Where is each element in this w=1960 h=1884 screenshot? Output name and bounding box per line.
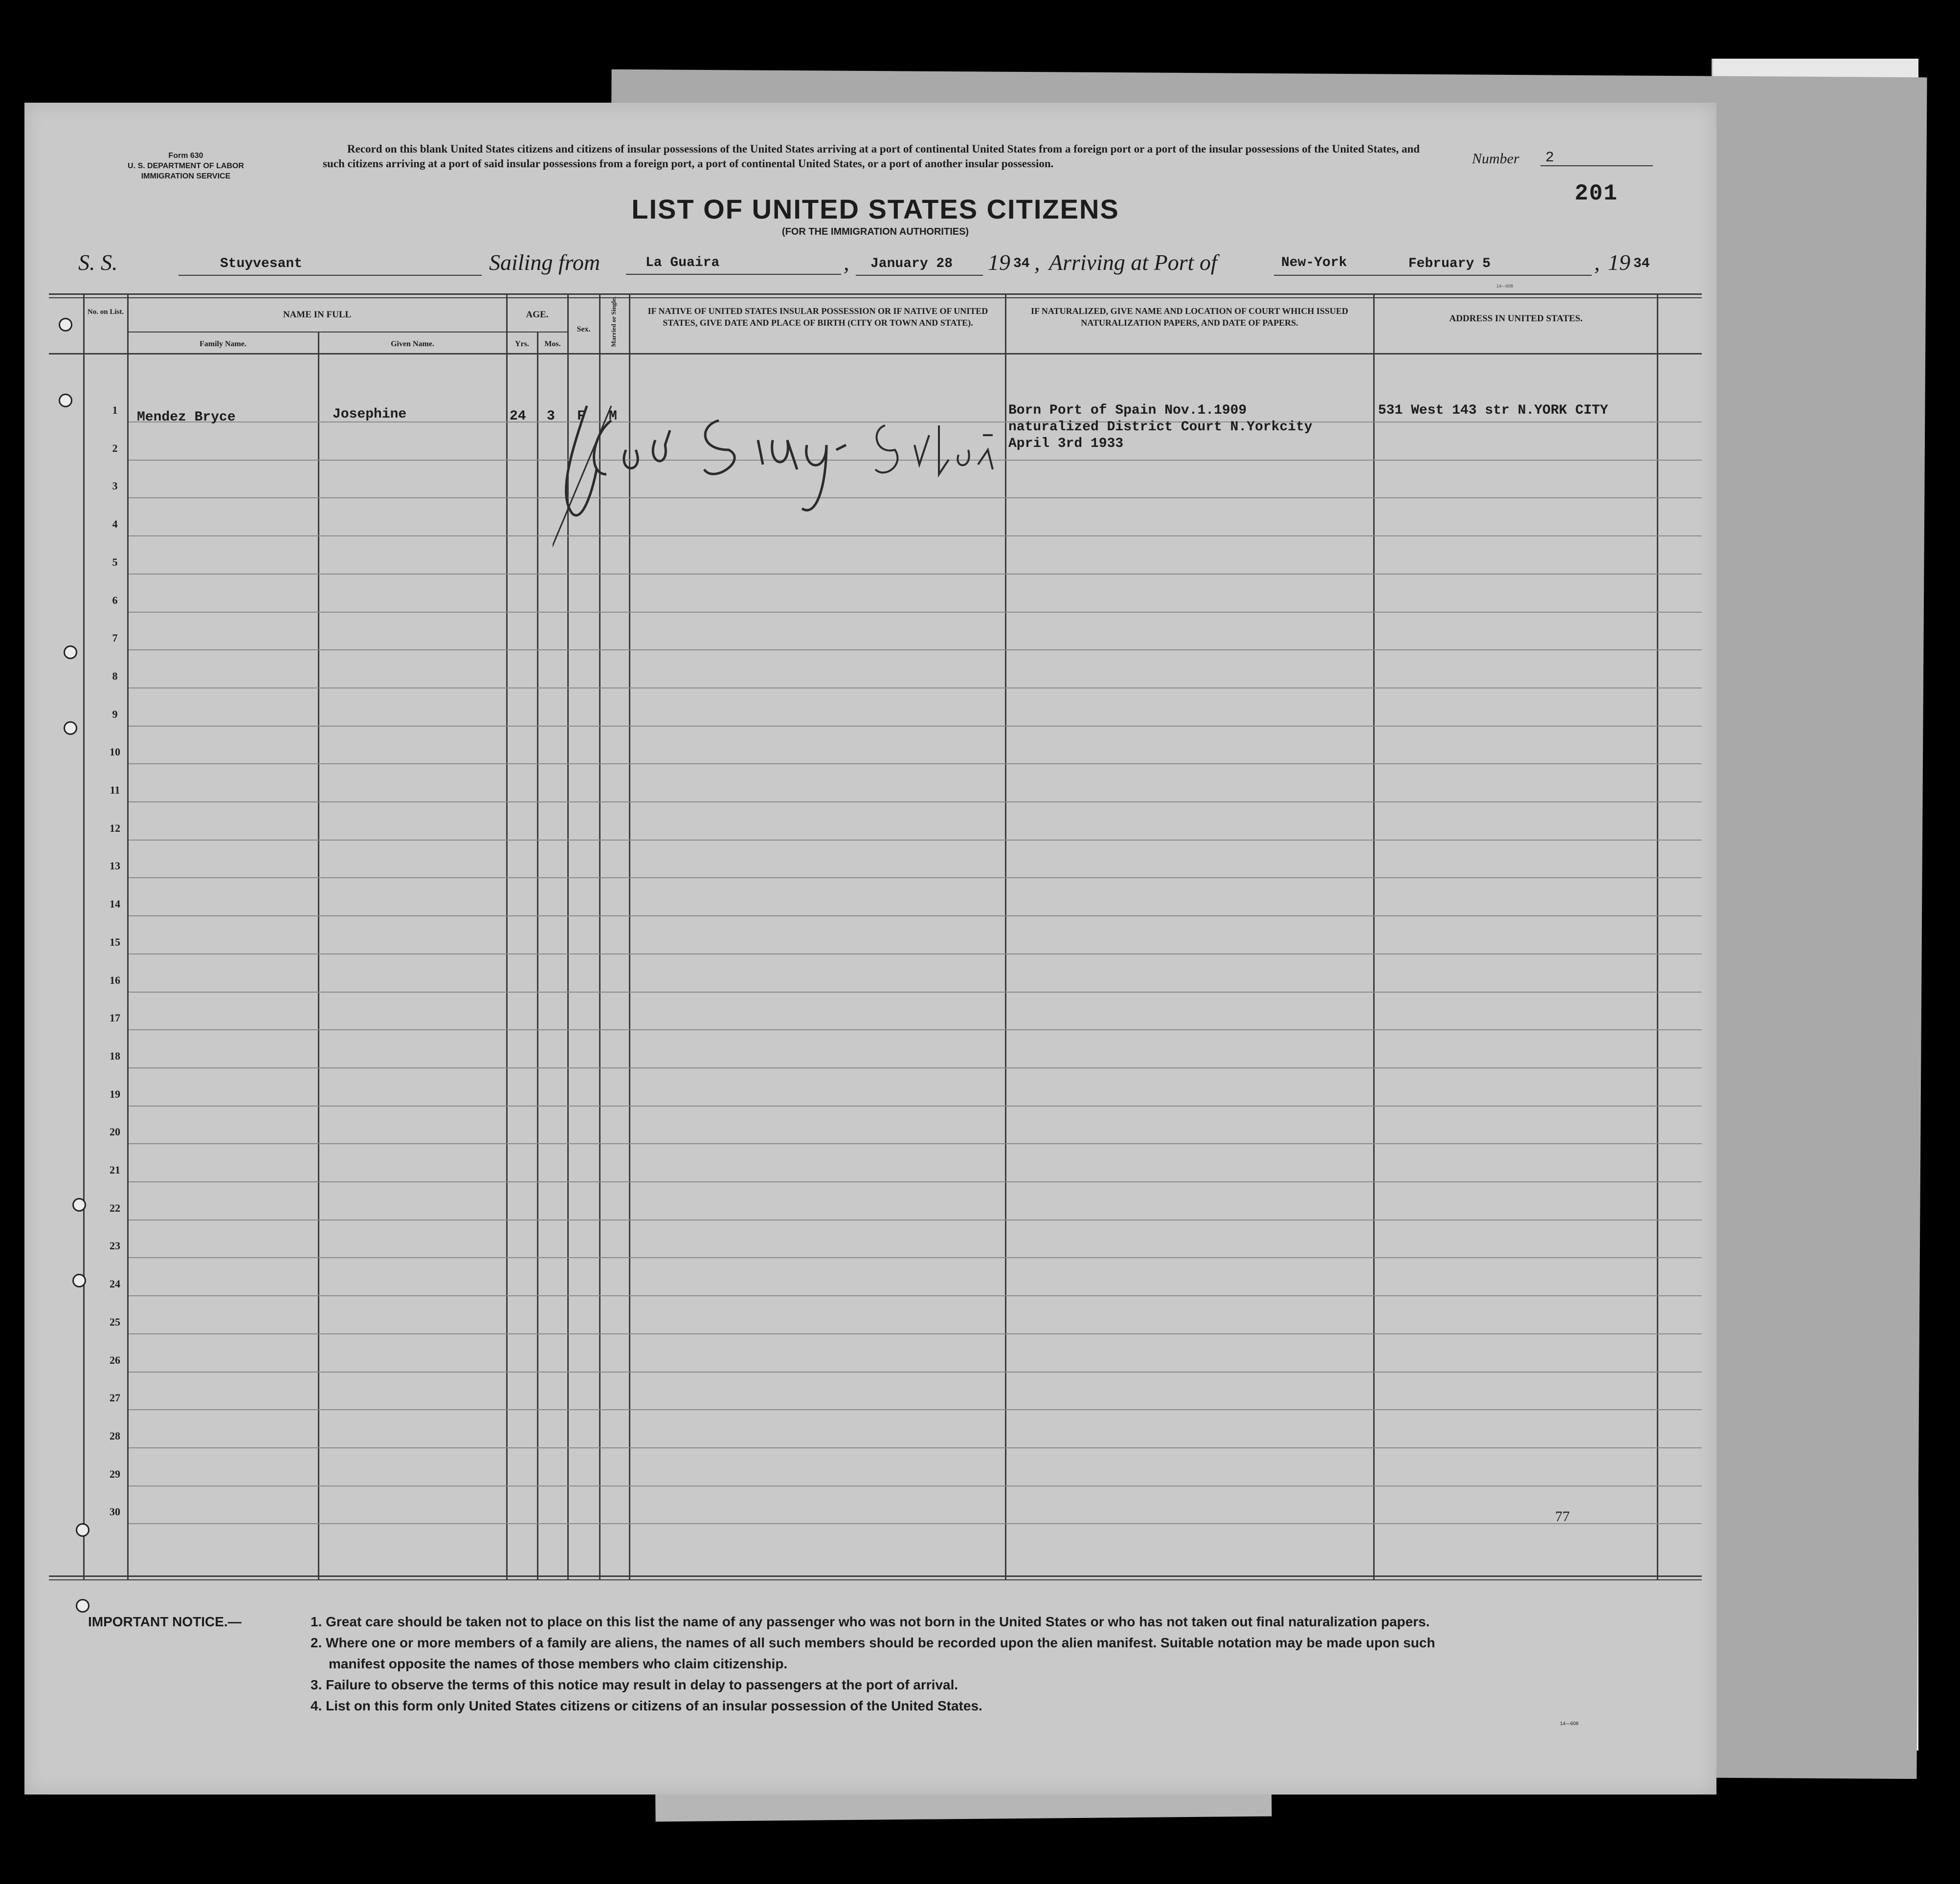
sailing-year-prefix: 19 <box>988 250 1010 275</box>
row-number: 25 <box>110 1315 120 1328</box>
col-rule <box>1657 293 1658 1579</box>
row-number: 28 <box>110 1429 120 1442</box>
row-number: 16 <box>110 974 120 986</box>
row-line <box>129 953 1702 954</box>
row-number: 22 <box>110 1201 120 1214</box>
sailing-year: 34 <box>1013 256 1030 271</box>
row-line <box>129 763 1702 764</box>
row-number: 24 <box>110 1278 120 1290</box>
sailing-date: January 28 <box>870 256 953 271</box>
col-address-header: ADDRESS IN UNITED STATES. <box>1449 313 1583 324</box>
punch-hole <box>64 721 77 735</box>
col-name-header: NAME IN FULL <box>283 310 352 320</box>
voyage-line: S. S. Stuyvesant Sailing from La Guaira , January 28 19 34 , Arriving at Port of New-York February 5 , 19 34 <box>78 250 1650 275</box>
col-naturalized-header: IF NATURALIZED, GIVE NAME AND LOCATION OF COURT WHICH ISSUED NATURALIZATION PAPERS, AND DATE OF PAPERS. <box>1031 306 1348 328</box>
punch-hole <box>64 645 77 659</box>
row-line <box>129 840 1702 841</box>
ship-name: Stuyvesant <box>220 256 303 271</box>
row-line <box>129 726 1702 727</box>
manifest-page <box>24 103 1716 1795</box>
row-number: 30 <box>110 1506 120 1518</box>
row-line <box>129 649 1702 650</box>
punch-hole <box>59 318 72 332</box>
printer-code: 14—608 <box>1496 284 1514 288</box>
notice-item-2-cont: manifest opposite the names of those members who claim citizenship. <box>329 1656 788 1671</box>
entry-marital-status: M <box>609 409 617 424</box>
sailing-port: La Guaira <box>646 255 720 270</box>
row-number: 4 <box>112 518 118 531</box>
notice-item-3: 3. Failure to observe the terms of this notice may result in delay to passengers at the port of arrival. <box>311 1677 958 1692</box>
notice-item-2: 2. Where one or more members of a family are aliens, the names of all such members should be recorded upon the alien manifest. Suitable notation may be made upon such <box>311 1635 1435 1650</box>
punch-hole <box>72 1274 86 1287</box>
sailing-date-line <box>856 275 983 276</box>
row-number: 14 <box>110 898 120 910</box>
table-top-rule-2 <box>49 297 1702 298</box>
ship-line <box>178 275 482 276</box>
entry-given-name: Josephine <box>333 407 407 422</box>
row-number: 20 <box>110 1126 120 1138</box>
col-no-header: No. on List. <box>87 308 124 316</box>
arriving-label: Arriving at Port of <box>1049 250 1217 275</box>
row-line <box>129 1409 1702 1410</box>
row-number: 21 <box>110 1164 120 1176</box>
col-yrs-header: Yrs. <box>515 340 529 348</box>
row-line <box>129 1447 1702 1448</box>
pencil-mark: 77 <box>1555 1508 1570 1525</box>
number-value: 2 <box>1545 150 1555 166</box>
ss-label: S. S. <box>78 250 118 275</box>
row-number: 19 <box>110 1087 120 1100</box>
row-number: 8 <box>112 669 118 682</box>
page-title: LIST OF UNITED STATES CITIZENS <box>631 194 1119 224</box>
table-bottom-rule <box>49 1575 1702 1577</box>
entry-naturalization-line1: Born Port of Spain Nov.1.1909 <box>1008 403 1247 418</box>
col-married-header: Married or Single. <box>610 296 617 347</box>
row-number: 27 <box>110 1392 120 1404</box>
col-rule <box>83 293 85 1579</box>
page-subtitle: (FOR THE IMMIGRATION AUTHORITIES) <box>781 226 969 237</box>
row-number: 5 <box>112 555 118 568</box>
entry-sex: F <box>577 409 585 424</box>
col-given-name-header: Given Name. <box>391 340 434 348</box>
row-line <box>129 1219 1702 1220</box>
form-code: 14—608 <box>1560 1721 1579 1727</box>
page-stamp: 201 <box>1575 181 1618 206</box>
row-line <box>129 1067 1702 1068</box>
form-instructions: Record on this blank United States citizens and citizens of insular possessions of the United States arriving at a port of continental United States from a foreign port or a port of the insular possessions of the United States, and such citizens arriving at a port of said insular possessions from a foreign port, a port of continental United States, or a port of another insular possession. <box>323 143 1420 170</box>
row-line <box>129 992 1702 993</box>
row-number: 29 <box>110 1467 120 1480</box>
row-line <box>129 877 1702 878</box>
col-mos-header: Mos. <box>544 340 561 348</box>
arrival-year-prefix: 19 <box>1608 250 1630 275</box>
punch-hole <box>76 1599 89 1613</box>
row-line <box>129 574 1702 575</box>
col-rule <box>318 332 319 1579</box>
row-line <box>129 687 1702 688</box>
entry-naturalization-line3: April 3rd 1933 <box>1008 436 1124 451</box>
row-line <box>129 1333 1702 1334</box>
row-number: 11 <box>110 784 120 796</box>
entry-age-months: 3 <box>547 409 555 424</box>
row-number: 10 <box>110 746 120 758</box>
notice-label: IMPORTANT NOTICE.— <box>88 1614 242 1629</box>
number-line <box>1540 165 1653 166</box>
entry-address: 531 West 143 str N.YORK CITY <box>1378 403 1608 418</box>
notice-item-1: 1. Great care should be taken not to place on this list the name of any passenger who was not born in the United States or who has not taken out final naturalization papers. <box>311 1614 1430 1629</box>
arrival-port: New-York <box>1281 255 1347 270</box>
row-line <box>129 1181 1702 1182</box>
handwritten-signature <box>553 396 1042 557</box>
entry-family-name: Mendez Bryce <box>137 410 236 425</box>
row-line <box>129 1295 1702 1296</box>
table-bottom-rule-2 <box>49 1579 1702 1580</box>
col-rule <box>537 332 538 1579</box>
row-line <box>129 1029 1702 1030</box>
col-rule <box>1373 293 1375 1579</box>
row-number: 2 <box>112 442 118 454</box>
row-number: 9 <box>112 708 118 720</box>
row-number: 15 <box>110 935 120 948</box>
row-number: 23 <box>110 1240 120 1252</box>
row-number: 18 <box>110 1049 120 1062</box>
row-number: 7 <box>112 632 118 644</box>
row-number: 26 <box>110 1353 120 1366</box>
row-line <box>129 915 1702 916</box>
row-line <box>129 1485 1702 1486</box>
row-number: 13 <box>110 860 120 872</box>
entry-age-years: 24 <box>510 409 526 424</box>
sailing-port-line <box>626 274 841 275</box>
table-top-rule <box>49 293 1702 295</box>
row-number: 17 <box>110 1012 120 1024</box>
notice-item-4: 4. List on this form only United States citizens or citizens of an insular possession of the United States. <box>311 1698 982 1713</box>
row-number: 12 <box>110 821 120 834</box>
col-native-header: IF NATIVE OF UNITED STATES INSULAR POSSESSION OR IF NATIVE OF UNITED STATES, GIVE DATE AND PLACE OF BIRTH (CITY OR TOWN AND STATE). <box>647 306 988 328</box>
row-number: 3 <box>112 480 118 492</box>
arrival-line <box>1274 275 1592 276</box>
row-number: 6 <box>112 594 118 606</box>
col-sex-header: Sex. <box>577 325 591 333</box>
arrival-year: 34 <box>1633 256 1650 271</box>
punch-hole <box>76 1523 89 1537</box>
row-line <box>129 1106 1702 1107</box>
entry-naturalization-line2: naturalized District Court N.Yorkcity <box>1008 420 1313 435</box>
row-line <box>129 801 1702 802</box>
col-family-name-header: Family Name. <box>200 340 246 348</box>
row-line <box>129 1523 1702 1524</box>
sailing-label: Sailing from <box>489 250 601 275</box>
form-identifier: Form 630 U. S. DEPARTMENT OF LABOR IMMIGRATION SERVICE <box>128 152 244 180</box>
arrival-date: February 5 <box>1408 256 1491 271</box>
row-number: 1 <box>112 404 118 416</box>
row-line <box>129 1143 1702 1144</box>
punch-hole <box>59 394 72 407</box>
punch-hole <box>72 1198 86 1212</box>
col-age-header: AGE. <box>526 310 549 320</box>
col-rule <box>506 293 508 1579</box>
row-line <box>129 1372 1702 1373</box>
header-bottom-rule <box>49 353 1702 355</box>
row-line <box>129 1257 1702 1258</box>
row-line <box>129 612 1702 613</box>
number-label: Number <box>1472 151 1519 167</box>
